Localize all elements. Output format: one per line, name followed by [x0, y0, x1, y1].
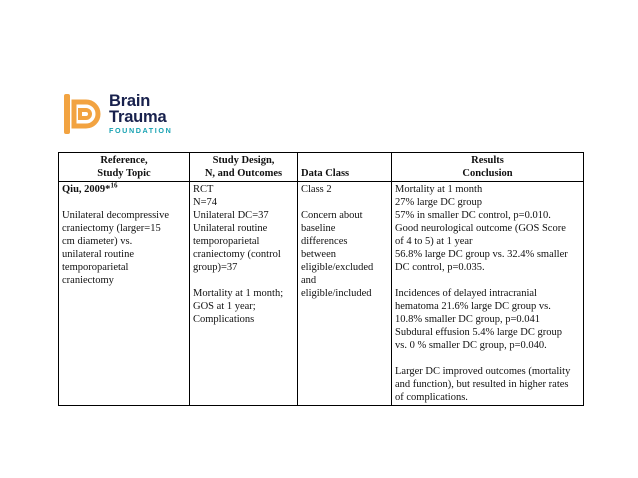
cell-text-line: eligible/included: [301, 288, 372, 299]
cell-text-line: and: [301, 275, 317, 286]
cell-text-line: Class 2: [301, 184, 332, 195]
cell-text-line: between: [301, 249, 336, 260]
header-study-design: Study Design, N, and Outcomes: [190, 153, 298, 182]
cell-text-line: Unilateral decompressive: [62, 210, 169, 221]
cell-text-line: temporoparietal: [62, 262, 129, 273]
cell-text-line: craniectomy (control: [193, 249, 281, 260]
cell-text-line: [301, 196, 388, 209]
cell-text-line: Unilateral routine: [193, 223, 268, 234]
cell-text-line: Unilateral DC=37: [193, 210, 269, 221]
cell-text-line: [193, 274, 294, 287]
cell-text-line: differences: [301, 236, 348, 247]
cell-text-line: [395, 352, 580, 365]
cell-text-line: Complications: [193, 314, 255, 325]
table-row: [59, 182, 584, 406]
header-results: Results Conclusion: [392, 153, 584, 182]
cell-text-line: GOS at 1 year;: [193, 301, 256, 312]
cell-text-line: of 4 to 5) at 1 year: [395, 236, 473, 247]
cell-text-line: Incidences of delayed intracranial: [395, 288, 537, 299]
cell-text-line: DC control, p=0.035.: [395, 262, 485, 273]
cell-text-line: 56.8% large DC group vs. 32.4% smaller: [395, 249, 568, 260]
cell-study-design: [190, 182, 298, 406]
cell-text-line: vs. 0 % smaller DC group, p=0.040.: [395, 340, 547, 351]
cell-text-line: of complications.: [395, 392, 468, 403]
cell-reference: [59, 182, 190, 406]
evidence-table: [58, 152, 584, 406]
logo-word-foundation: FOUNDATION: [109, 126, 173, 136]
cell-text-line: and function), but resulted in higher rates: [395, 379, 569, 390]
reference-lines: [62, 196, 186, 287]
cell-text-line: unilateral routine: [62, 249, 135, 260]
cell-text-line: 27% large DC group: [395, 197, 482, 208]
cell-text-line: craniectomy (larger=15: [62, 223, 161, 234]
cell-text-line: [62, 196, 186, 209]
header-data-class: Data Class: [298, 153, 392, 182]
cell-text-line: 10.8% smaller DC group, p=0.041: [395, 314, 541, 325]
results-lines: [395, 183, 580, 404]
table-header-row: [59, 153, 584, 182]
cell-text-line: eligible/excluded: [301, 262, 374, 273]
cell-text-line: cm diameter) vs.: [62, 236, 133, 247]
cell-data-class: [298, 182, 392, 406]
cell-text-line: RCT: [193, 184, 214, 195]
cell-text-line: 57% in smaller DC control, p=0.010.: [395, 210, 551, 221]
cell-text-line: group)=37: [193, 262, 238, 273]
cell-text-line: Mortality at 1 month;: [193, 288, 284, 299]
reference-superscript: 16: [110, 181, 118, 190]
cell-text-line: [395, 274, 580, 287]
brain-trauma-foundation-logo: [62, 92, 172, 136]
cell-results: [392, 182, 584, 406]
brain-trauma-logo-icon: [62, 92, 102, 136]
reference-name: Qiu, 2009*: [62, 184, 111, 195]
cell-text-line: Larger DC improved outcomes (mortality: [395, 366, 571, 377]
data-class-lines: [301, 183, 388, 300]
cell-text-line: Subdural effusion 5.4% large DC group: [395, 327, 563, 338]
cell-text-line: Mortality at 1 month: [395, 184, 483, 195]
cell-text-line: baseline: [301, 223, 336, 234]
study-design-lines: [193, 183, 294, 326]
header-reference: Reference, Study Topic: [59, 153, 190, 182]
cell-text-line: temporoparietal: [193, 236, 260, 247]
logo-word-trauma: Trauma: [109, 108, 167, 127]
cell-text-line: N=74: [193, 197, 218, 208]
logo-word-brain: Brain: [109, 92, 151, 111]
cell-text-line: Good neurological outcome (GOS Score: [395, 223, 566, 234]
cell-text-line: Concern about: [301, 210, 363, 221]
cell-text-line: hematoma 21.6% large DC group vs.: [395, 301, 551, 312]
cell-text-line: craniectomy: [62, 275, 114, 286]
